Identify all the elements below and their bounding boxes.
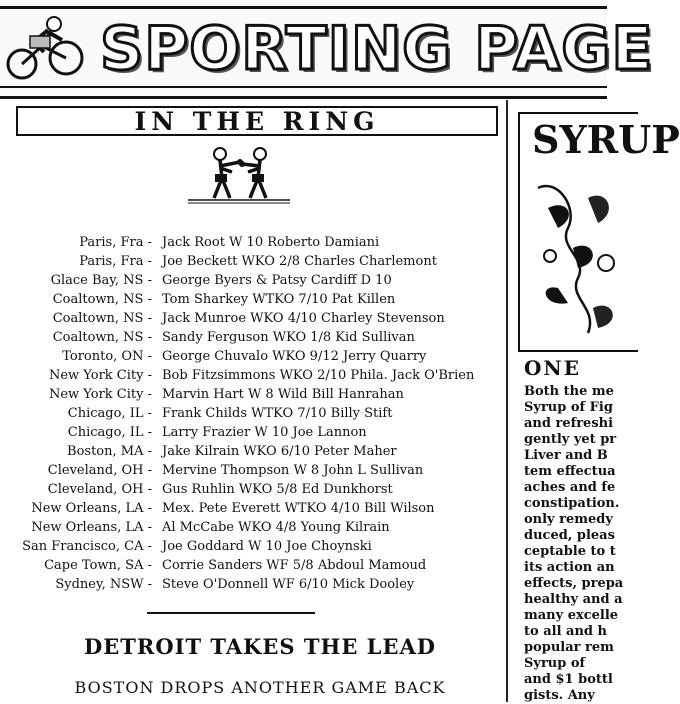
fight-row (0, 461, 505, 480)
advertisement-line: ceptable to t (524, 544, 616, 559)
cyclist-illustration-icon (4, 12, 94, 84)
fight-location: Coaltown, NS - (52, 311, 152, 326)
fight-result: Jake Kilrain WKO 6/10 Peter Maher (162, 444, 397, 459)
fight-location: New Orleans, LA - (31, 501, 152, 516)
advertisement-line: constipation. (524, 496, 620, 511)
fight-result: Marvin Hart W 8 Wild Bill Hanrahan (162, 387, 404, 402)
fight-result: Al McCabe WKO 4/8 Young Kilrain (162, 520, 390, 535)
fight-location: Cape Town, SA - (44, 558, 152, 573)
advertisement-line: and $1 bottl (524, 672, 613, 687)
advertisement-column (514, 102, 680, 703)
fight-row (0, 271, 505, 290)
fight-location: Paris, Fra - (79, 254, 152, 269)
advertisement-line: and refreshi (524, 416, 614, 431)
fight-row (0, 252, 505, 271)
fight-row (0, 499, 505, 518)
fight-location: Glace Bay, NS - (50, 273, 152, 288)
fight-result: Jack Root W 10 Roberto Damiani (162, 235, 380, 250)
story-subhead: BOSTON DROPS ANOTHER GAME BACK (74, 678, 446, 697)
fight-row (0, 328, 505, 347)
fight-location: New Orleans, LA - (31, 520, 152, 535)
fight-row (0, 309, 505, 328)
fight-location: Coaltown, NS - (52, 330, 152, 345)
fight-row (0, 233, 505, 252)
column-divider (506, 100, 508, 702)
advertisement-line: its action an (524, 560, 615, 575)
advertisement-line: tem effectua (524, 464, 616, 479)
fight-row (0, 575, 505, 594)
advertisement-line: popular rem (524, 640, 614, 655)
fight-row (0, 518, 505, 537)
advertisement-line: Liver and B (524, 448, 608, 463)
fight-result: Sandy Ferguson WKO 1/8 Kid Sullivan (162, 330, 415, 345)
story-headline: DETROIT TAKES THE LEAD (84, 634, 436, 659)
boxers-illustration-icon (184, 142, 294, 206)
fight-result: Bob Fitzsimmons WKO 2/10 Phila. Jack O'Brien (162, 368, 475, 383)
advertisement-line: Syrup of (524, 656, 586, 671)
fight-result: Tom Sharkey WTKO 7/10 Pat Killen (162, 292, 396, 307)
masthead-bottom-rule (0, 86, 607, 88)
fight-row (0, 423, 505, 442)
fight-result: Steve O'Donnell WF 6/10 Mick Dooley (162, 577, 415, 592)
fight-row (0, 480, 505, 499)
fight-result: Mex. Pete Everett WTKO 4/10 Bill Wilson (162, 501, 435, 516)
advertisement-line: aches and fe (524, 480, 616, 495)
advertisement-line: many excelle (524, 608, 619, 623)
section-banner: IN THE RING (16, 106, 498, 136)
fight-result: George Byers & Patsy Cardiff D 10 (162, 273, 392, 288)
fight-result: Joe Goddard W 10 Joe Choynski (162, 539, 372, 554)
fight-location: Paris, Fra - (79, 235, 152, 250)
fight-result: Frank Childs WTKO 7/10 Billy Stift (162, 406, 393, 421)
fight-result: Corrie Sanders WF 5/8 Abdoul Mamoud (162, 558, 427, 573)
advertisement-line: Syrup of Fig (524, 400, 613, 415)
fight-row (0, 385, 505, 404)
fight-row (0, 442, 505, 461)
fight-location: San Francisco, CA - (22, 539, 152, 554)
masthead-title: SPORTING PAGE (100, 14, 654, 84)
advertisement-title: SYRUP (532, 117, 680, 162)
advertisement-line: effects, prepa (524, 576, 624, 591)
fight-location: Coaltown, NS - (52, 292, 152, 307)
fight-results-list (0, 233, 505, 594)
fight-row (0, 556, 505, 575)
list-divider (147, 612, 315, 614)
fight-location: Chicago, IL - (67, 406, 152, 421)
fight-location: Toronto, ON - (62, 349, 152, 364)
advertisement-heading: ONE (524, 356, 581, 380)
advertisement-line: gently yet pr (524, 432, 617, 447)
fight-location: New York City - (48, 387, 152, 402)
fight-location: Cleveland, OH - (47, 482, 152, 497)
fight-location: Chicago, IL - (67, 425, 152, 440)
advertisement-line: duced, pleas (524, 528, 615, 543)
fight-row (0, 404, 505, 423)
advertisement-line: gists. Any (524, 688, 595, 703)
masthead (0, 0, 654, 99)
advertisement-text (524, 384, 623, 704)
fight-row (0, 290, 505, 309)
fight-location: Sydney, NSW - (55, 577, 152, 592)
fight-result: Larry Frazier W 10 Joe Lannon (162, 425, 367, 440)
fight-result: George Chuvalo WKO 9/12 Jerry Quarry (162, 349, 427, 364)
masthead-top-rule (0, 6, 607, 9)
advertisement-line: Both the me (524, 384, 614, 399)
fight-location: New York City - (48, 368, 152, 383)
fight-location: Boston, MA - (67, 444, 152, 459)
advertisement-line: to all and h (524, 624, 607, 639)
fight-result: Mervine Thompson W 8 John L Sullivan (162, 463, 424, 478)
fight-row (0, 537, 505, 556)
advertisement-line: only remedy (524, 512, 613, 527)
fight-result: Gus Ruhlin WKO 5/8 Ed Dunkhorst (162, 482, 393, 497)
fight-location: Cleveland, OH - (47, 463, 152, 478)
advertisement-line: healthy and a (524, 592, 623, 607)
flower-illustration-icon (528, 168, 628, 338)
fight-row (0, 347, 505, 366)
fight-result: Jack Munroe WKO 4/10 Charley Stevenson (162, 311, 445, 326)
fight-row (0, 366, 505, 385)
fight-result: Joe Beckett WKO 2/8 Charles Charlemont (162, 254, 437, 269)
